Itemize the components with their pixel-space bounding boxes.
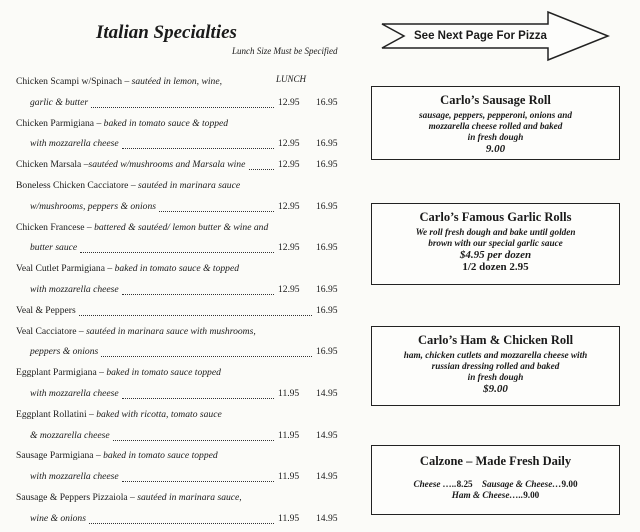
dinner-price: 16.95	[316, 159, 338, 171]
menu-item-name: Sausage & Peppers Pizzaiola	[16, 491, 128, 503]
garlic-rolls-desc-2: brown with our special garlic sauce	[428, 238, 563, 248]
lunch-size-note: Lunch Size Must be Specified	[232, 46, 338, 56]
menu-item-name: Chicken Marsala	[16, 159, 82, 171]
dinner-price: 14.95	[316, 429, 338, 441]
menu-item-desc: & mozzarella cheese	[30, 429, 110, 441]
dinner-price: 16.95	[316, 138, 338, 150]
dinner-price: 16.95	[316, 242, 338, 254]
menu-item-desc: with mozzarella cheese	[30, 387, 119, 399]
menu-item-line	[16, 446, 346, 467]
menu-item-name: Eggplant Rollatini	[16, 408, 87, 420]
menu-item-line	[16, 197, 346, 218]
lunch-price: 11.95	[278, 387, 300, 399]
menu-item-line	[16, 342, 346, 363]
calzone-sausage-price: 9.00	[561, 479, 578, 489]
dinner-price: 16.95	[316, 283, 338, 295]
menu-item-desc: garlic & butter	[30, 96, 89, 108]
menu-item-line	[16, 488, 346, 509]
menu-item-name: Veal & Peppers	[16, 304, 76, 316]
menu-item-line	[16, 509, 346, 530]
menu-item-name: Veal Cacciatore	[16, 325, 77, 337]
calzone-line-2: Ham & Cheese…..9.00	[451, 490, 540, 500]
calzone-ham-price: 9.00	[523, 490, 540, 500]
menu-item-desc: – battered & sautéed/ lemon butter & wine and	[86, 221, 269, 233]
lunch-price: 11.95	[278, 512, 300, 524]
sausage-roll-price: 9.00	[485, 143, 506, 155]
calzone-cheese-price: 8.25	[456, 479, 473, 489]
dinner-price: 16.95	[316, 346, 338, 358]
menu-item-line	[16, 280, 346, 301]
menu-item-desc: – baked in tomato sauce & topped	[107, 263, 240, 275]
dot-leader	[249, 155, 274, 170]
lunch-price: 12.95	[278, 242, 300, 254]
lunch-column-header: LUNCH	[276, 74, 307, 84]
dot-leader	[91, 93, 274, 108]
menu-item-name: Chicken Parmigiana	[16, 117, 95, 129]
dot-leader	[80, 238, 274, 253]
dot-leader	[113, 426, 274, 441]
lunch-price: 12.95	[278, 200, 300, 212]
menu-item-desc: – baked with ricotta, tomato sauce	[89, 408, 222, 420]
menu-item-name: Sausage Parmigiana	[16, 450, 94, 462]
garlic-rolls-desc-1: We roll fresh dough and bake until golden	[415, 227, 576, 237]
lunch-price: 11.95	[278, 429, 300, 441]
calzone-line-1: Cheese …..8.25 Sausage & Cheese…9.00	[413, 479, 578, 489]
dinner-price: 14.95	[316, 512, 338, 524]
menu-item-line	[16, 155, 346, 176]
ham-chicken-roll-box	[371, 326, 620, 406]
menu-item-line	[16, 134, 346, 155]
garlic-rolls-title: Carlo’s Famous Garlic Rolls	[419, 210, 572, 224]
menu-item-name: Boneless Chicken Cacciatore	[16, 179, 129, 191]
menu-item-name: Chicken Scampi w/Spinach	[16, 76, 123, 87]
menu-item-line	[16, 218, 346, 239]
dot-leader	[122, 280, 274, 295]
lunch-price: 12.95	[278, 96, 300, 108]
menu-item-line	[16, 405, 346, 426]
dinner-price: 14.95	[316, 387, 338, 399]
lunch-price: 12.95	[278, 283, 300, 295]
lunch-price: 12.95	[278, 159, 300, 171]
menu-item-name: Eggplant Parmigiana	[16, 367, 97, 379]
next-page-label: See Next Page For Pizza	[414, 30, 547, 42]
dot-leader	[122, 467, 274, 482]
menu-item-line	[16, 72, 346, 93]
menu-item-line	[16, 301, 346, 322]
dinner-price: 16.95	[316, 200, 338, 212]
menu-item-line	[16, 384, 346, 405]
menu-item-desc: – baked in tomato sauce & topped	[96, 117, 229, 129]
section-title: Italian Specialties	[96, 22, 237, 43]
menu-item-line	[16, 259, 346, 280]
menu-item-desc: wine & onions	[30, 512, 86, 524]
menu-item-desc: with mozzarella cheese	[30, 471, 119, 483]
menu-item-desc: with mozzarella cheese	[30, 138, 119, 150]
ham-chicken-roll-desc-2: russian dressing rolled and baked	[431, 361, 560, 371]
menu-item-line	[16, 114, 346, 135]
menu-item-desc: w/mushrooms, peppers & onions	[30, 200, 156, 212]
menu-item-desc: – sautéed in lemon, wine,	[124, 76, 222, 87]
calzone-box	[371, 445, 620, 515]
menu-item-line	[16, 426, 346, 447]
dot-leader	[89, 509, 274, 524]
ham-chicken-roll-desc-1: ham, chicken cutlets and mozzarella cheese with	[403, 350, 588, 360]
menu-item-line	[16, 176, 346, 197]
specialties-list	[16, 72, 346, 530]
menu-item-line	[16, 467, 346, 488]
calzone-cheese-label: Cheese	[413, 479, 441, 489]
sausage-roll-title: Carlo’s Sausage Roll	[440, 93, 551, 107]
sausage-roll-desc-3: in fresh dough	[467, 132, 524, 142]
dot-leader	[122, 134, 274, 149]
menu-item-name: Chicken Francese	[16, 221, 85, 233]
dinner-price: 16.95	[316, 304, 338, 316]
menu-item-line	[16, 322, 346, 343]
dot-leader	[122, 384, 274, 399]
menu-item-desc: butter sauce	[30, 242, 78, 254]
menu-item-desc: peppers & onions	[30, 346, 99, 358]
sausage-roll-box	[371, 86, 620, 160]
dinner-price: 14.95	[316, 471, 338, 483]
menu-item-desc: – sautéed in marinara sauce	[130, 179, 241, 191]
calzone-sausage-label: Sausage & Cheese	[481, 479, 553, 489]
dot-leader	[159, 197, 274, 212]
dinner-price: 16.95	[316, 96, 338, 108]
garlic-rolls-box	[371, 203, 620, 285]
calzone-title: Calzone – Made Fresh Daily	[419, 454, 572, 468]
garlic-rolls-price-half: 1/2 dozen 2.95	[462, 261, 529, 273]
menu-item-name: Veal Cutlet Parmigiana	[16, 263, 105, 275]
garlic-rolls-price-dozen: $4.95 per dozen	[459, 249, 532, 261]
menu-item-line	[16, 93, 346, 114]
ham-chicken-roll-title: Carlo’s Ham & Chicken Roll	[417, 333, 574, 347]
sausage-roll-desc-2: mozzarella cheese rolled and baked	[428, 121, 563, 131]
menu-item-desc: – baked in tomato sauce topped	[95, 450, 218, 462]
menu-item-desc: – baked in tomato sauce topped	[99, 367, 221, 379]
dot-leader	[79, 301, 312, 316]
ham-chicken-roll-desc-3: in fresh dough	[467, 372, 524, 382]
calzone-ham-label: Ham & Cheese	[451, 490, 510, 500]
menu-item-desc: with mozzarella cheese	[30, 283, 119, 295]
ham-chicken-roll-price: $9.00	[483, 383, 508, 395]
menu-item-line	[16, 363, 346, 384]
menu-item-desc: –sautéed w/mushrooms and Marsala wine	[83, 159, 246, 171]
menu-item-desc: – sautéed in marinara sauce with mushrooms,	[78, 325, 256, 337]
menu-item-desc: – sautéed in marinara sauce,	[130, 491, 242, 503]
lunch-price: 12.95	[278, 138, 300, 150]
sausage-roll-desc-1: sausage, peppers, pepperoni, onions and	[419, 110, 572, 120]
menu-item-line	[16, 238, 346, 259]
dot-leader	[101, 342, 312, 357]
lunch-price: 11.95	[278, 471, 300, 483]
